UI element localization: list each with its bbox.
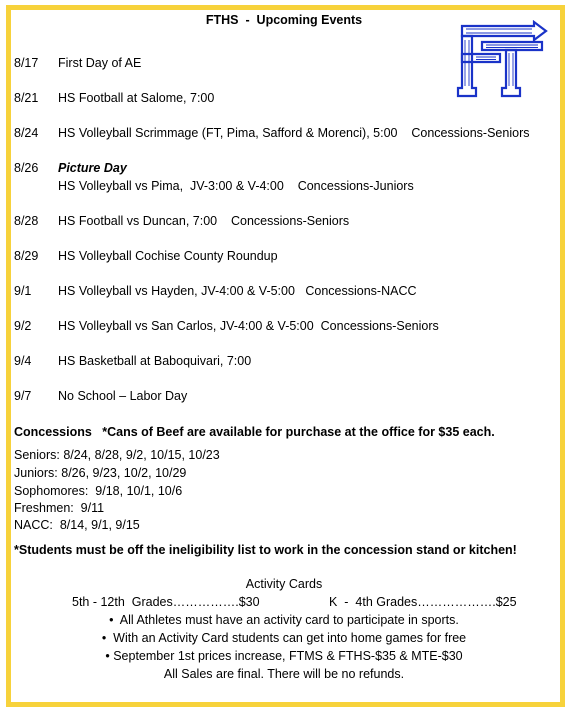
activity-bullet: • With an Activity Card students can get into home games for free	[101, 631, 467, 645]
concessions-note: *Students must be off the ineligibility list to work in the concession stand or kitchen!	[14, 543, 517, 557]
event-text-picture-day: Picture Day	[58, 161, 127, 175]
event-date: 9/4	[14, 354, 32, 368]
event-text: HS Volleyball vs Hayden, JV-4:00 & V-5:00 Concessions-NACC	[58, 284, 417, 298]
activity-cards-heading: Activity Cards	[245, 577, 323, 591]
ft-monogram-logo	[456, 20, 548, 100]
event-date: 8/28	[14, 214, 39, 228]
event-date: 9/7	[14, 389, 32, 403]
activity-price-upper-grades: 5th - 12th Grades…………….$30	[72, 595, 260, 609]
concessions-line: Juniors: 8/26, 9/23, 10/2, 10/29	[14, 466, 187, 480]
event-text: HS Basketball at Baboquivari, 7:00	[58, 354, 252, 368]
event-text: HS Volleyball Cochise County Roundup	[58, 249, 278, 263]
event-date: 9/2	[14, 319, 32, 333]
activity-price-lower-grades: K - 4th Grades……………….$25	[329, 595, 517, 609]
event-date: 8/24	[14, 126, 39, 140]
concessions-line: Seniors: 8/24, 8/28, 9/2, 10/15, 10/23	[14, 448, 220, 462]
concessions-heading: Concessions *Cans of Beef are available for purchase at the office for $35 each.	[14, 425, 495, 439]
concessions-line: Sophomores: 9/18, 10/1, 10/6	[14, 484, 183, 498]
event-text: HS Volleyball vs San Carlos, JV-4:00 & V-5:00 Concessions-Seniors	[58, 319, 439, 333]
concessions-line: Freshmen: 9/11	[14, 501, 105, 515]
event-date: 8/21	[14, 91, 39, 105]
page-title: FTHS - Upcoming Events	[205, 13, 363, 27]
event-date: 8/26	[14, 161, 39, 175]
event-text: HS Football at Salome, 7:00	[58, 91, 215, 105]
activity-bullet: • All Athletes must have an activity card to participate in sports.	[109, 613, 459, 627]
event-date: 8/17	[14, 56, 39, 70]
event-date: 8/29	[14, 249, 39, 263]
event-text: No School – Labor Day	[58, 389, 188, 403]
event-date: 9/1	[14, 284, 32, 298]
event-text: First Day of AE	[58, 56, 142, 70]
event-text: HS Volleyball Scrimmage (FT, Pima, Safford & Morenci), 5:00 Concessions-Seniors	[58, 126, 530, 140]
activity-footer: All Sales are final. There will be no refunds.	[163, 667, 405, 681]
event-text-secondary: HS Volleyball vs Pima, JV-3:00 & V-4:00 Concessions-Juniors	[58, 179, 414, 193]
activity-bullet: • September 1st prices increase, FTMS & FTHS-$35 & MTE-$30	[105, 649, 463, 663]
event-text: HS Football vs Duncan, 7:00 Concessions-Seniors	[58, 214, 350, 228]
concessions-line: NACC: 8/14, 9/1, 9/15	[14, 518, 140, 532]
